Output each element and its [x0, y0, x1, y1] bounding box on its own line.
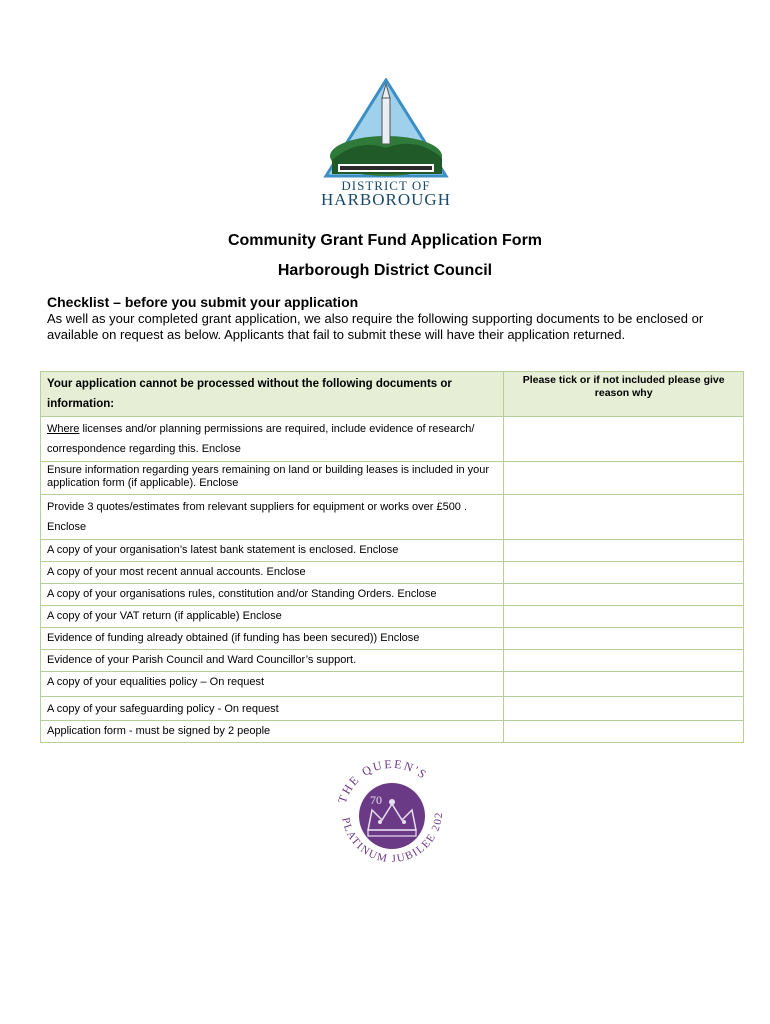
tick-cell[interactable] [504, 417, 744, 462]
tick-cell[interactable] [504, 697, 744, 721]
tick-cell[interactable] [504, 650, 744, 672]
row-text: Provide 3 quotes/estimates from relevant suppliers for equipment or works over £500 . Enclose [41, 495, 504, 540]
table-row [41, 721, 744, 743]
header-documents: Your application cannot be processed without the following documents or information: [41, 372, 504, 417]
tick-cell[interactable] [504, 562, 744, 584]
tick-cell[interactable] [504, 606, 744, 628]
table-row [41, 562, 744, 584]
table-row [41, 672, 744, 697]
row-text-rest: licenses and/or planning permissions are required, include evidence of research/ correspondence regarding this. Enclose [47, 423, 475, 455]
row-text: Evidence of your Parish Council and Ward Councillor’s support. [41, 650, 504, 672]
row-text: Ensure information regarding years remaining on land or building leases is included in your application form (if applicable). Enclose [41, 462, 504, 495]
checklist-table [40, 371, 744, 743]
table-row [41, 495, 744, 540]
jubilee-seal-icon [328, 754, 456, 876]
table-header-row [41, 372, 744, 417]
intro-paragraph: As well as your completed grant application, we also require the following supporting documents to be enclosed or available on request as below. Applicants that fail to submit these will have their application returned. [47, 311, 704, 342]
platinum-jubilee-emblem [328, 754, 456, 876]
table-row [41, 584, 744, 606]
svg-text:THE QUEEN'S: THE QUEEN'S [334, 756, 431, 806]
table-row [41, 697, 744, 721]
row-text: A copy of your equalities policy – On request [41, 672, 504, 697]
tick-cell[interactable] [504, 721, 744, 743]
tick-cell[interactable] [504, 584, 744, 606]
logo-text-line1: DISTRICT OF [341, 178, 431, 193]
jubilee-numeral: 70 [370, 793, 382, 807]
row-text [41, 417, 504, 462]
table-row [41, 462, 744, 495]
row-text: Application form - must be signed by 2 people [41, 721, 504, 743]
district-logo [318, 78, 454, 210]
page-title: Community Grant Fund Application Form [227, 232, 543, 249]
tick-cell[interactable] [504, 672, 744, 697]
row-text: A copy of your safeguarding policy - On request [41, 697, 504, 721]
tick-cell[interactable] [504, 628, 744, 650]
logo-text-line2: HARBOROUGH [321, 190, 451, 209]
table-row [41, 540, 744, 562]
row-text: Evidence of funding already obtained (if funding has been secured)) Enclose [41, 628, 504, 650]
table-row [41, 417, 744, 462]
row-text: A copy of your VAT return (if applicable) Enclose [41, 606, 504, 628]
table-row [41, 650, 744, 672]
row-text: A copy of your organisations rules, constitution and/or Standing Orders. Enclose [41, 584, 504, 606]
tick-cell[interactable] [504, 462, 744, 495]
svg-text:PLATINUM JUBILEE 2022: PLATINUM JUBILEE 202 [339, 810, 446, 866]
table-row [41, 606, 744, 628]
tick-cell[interactable] [504, 495, 744, 540]
checklist-heading: Checklist – before you submit your application [47, 294, 359, 310]
row-text: A copy of your organisation’s latest bank statement is enclosed. Enclose [41, 540, 504, 562]
logo-emblem [318, 78, 454, 178]
row-text: A copy of your most recent annual accounts. Enclose [41, 562, 504, 584]
page-subtitle: Harborough District Council [277, 262, 493, 279]
tick-cell[interactable] [504, 540, 744, 562]
table-row [41, 628, 744, 650]
header-tick: Please tick or if not included please give reason why [504, 372, 744, 417]
row-underlined-word: Where [47, 423, 80, 435]
